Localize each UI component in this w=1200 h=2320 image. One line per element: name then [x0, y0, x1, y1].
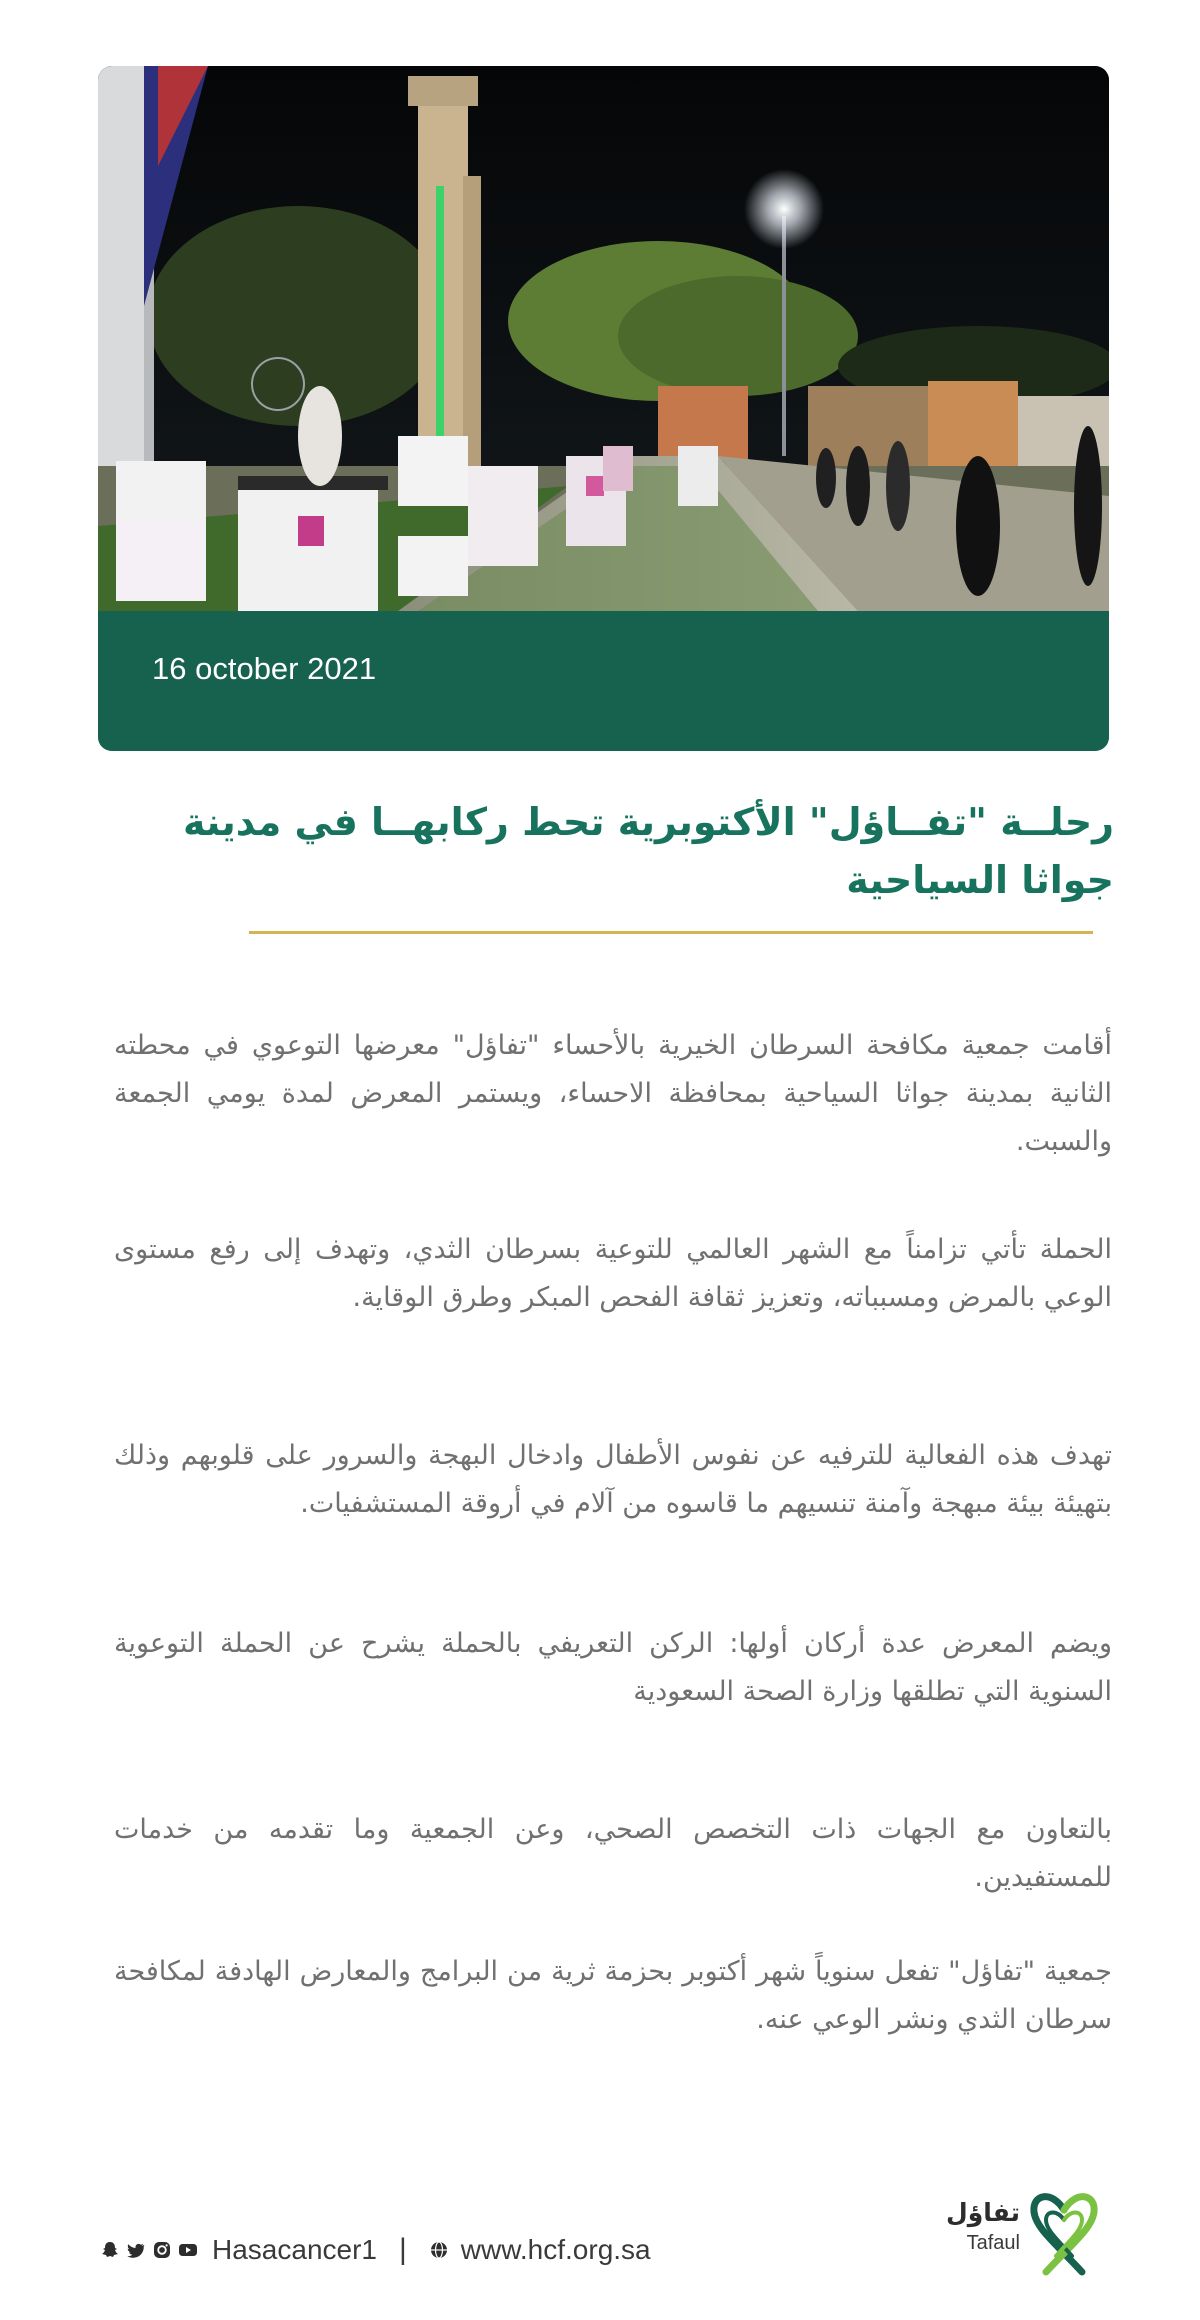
paragraph-1: أقامت جمعية مكافحة السرطان الخيرية بالأحساء "تفاؤل" معرضها التوعوي في محطته الثانية بمدينة جواثا السياحية بمحافظة الاحساء، ويستمر المعرض لمدة يومي الجمعة والسبت.	[114, 1030, 1112, 1157]
logo-english-text: Tafaul	[966, 2232, 1020, 2254]
instagram-icon[interactable]	[152, 2240, 172, 2260]
logo-arabic-text: تفاؤل	[946, 2198, 1020, 2227]
paragraph-3: تهدف هذه الفعالية للترفيه عن نفوس الأطفال وادخال البهجة والسرور على قلوبهم وذلك بتهيئة بيئة مبهجة وآمنة تنسيهم ما قاسوه من آلام في أروقة المستشفيات.	[114, 1440, 1112, 1519]
twitter-icon[interactable]	[126, 2240, 146, 2260]
globe-icon	[429, 2240, 449, 2260]
snapchat-icon[interactable]	[100, 2240, 120, 2260]
date-band	[98, 611, 1109, 751]
hero-card	[98, 66, 1109, 751]
article-title: رحلــة "تفــاؤل" الأكتوبرية تحط ركابهــا في مدينة جواثا السياحية	[182, 800, 1114, 902]
paragraph-4: ويضم المعرض عدة أركان أولها: الركن التعريفي بالحملة يشرح عن الحملة التوعوية السنوية التي تطلقها وزارة الصحة السعودية	[114, 1628, 1112, 1707]
tafaul-logo	[940, 2180, 1100, 2280]
post-date: 16 october 2021	[152, 651, 377, 686]
social-icons	[100, 2240, 198, 2260]
ribbon-logo-icon	[1024, 2180, 1104, 2280]
paragraph-2: الحملة تأتي تزامناً مع الشهر العالمي للتوعية بسرطان الثدي، وتهدف إلى رفع مستوى الوعي بالمرض ومسبباته، وتعزيز ثقافة الفحص المبكر وطرق الوقاية.	[114, 1234, 1112, 1313]
paragraph-5: بالتعاون مع الجهات ذات التخصص الصحي، وعن الجمعية وما تقدمه من خدمات للمستفيدين.	[114, 1814, 1112, 1893]
website-link[interactable]: www.hcf.org.sa	[460, 2234, 651, 2265]
youtube-icon[interactable]	[178, 2240, 198, 2260]
footer-contacts	[100, 2228, 651, 2272]
footer-separator: |	[398, 2233, 407, 2266]
event-photo	[98, 66, 1109, 611]
social-handle[interactable]: Hasacancer1	[212, 2234, 377, 2265]
paragraph-6: جمعية "تفاؤل" تفعل سنوياً شهر أكتوبر بحزمة ثرية من البرامج والمعارض الهادفة لمكافحة سرطان الثدي ونشر الوعي عنه.	[114, 1956, 1112, 2035]
title-divider	[249, 931, 1093, 934]
